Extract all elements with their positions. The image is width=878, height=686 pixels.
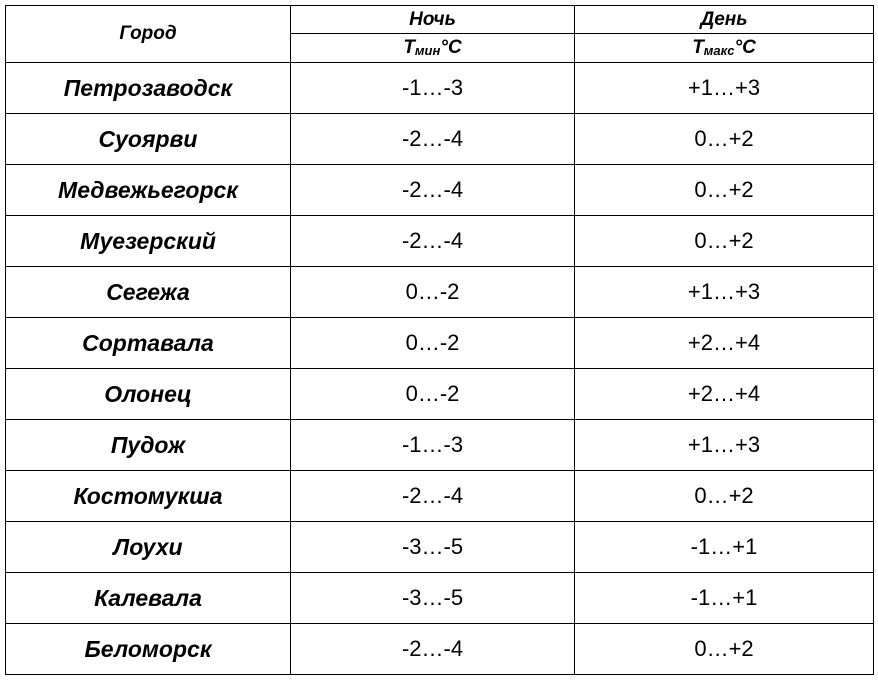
night-temp-subscript: мин [414, 43, 441, 58]
day-temp-cell: +1…+3 [575, 63, 874, 114]
table-row [6, 216, 874, 267]
day-temp-cell: 0…+2 [575, 624, 874, 675]
night-temp-unit: °С [440, 37, 462, 58]
table-row [6, 114, 874, 165]
city-cell: Петрозаводск [6, 63, 291, 114]
night-temp-cell: -1…-3 [291, 420, 575, 471]
night-temp-cell: -2…-4 [291, 471, 575, 522]
day-temp-cell: 0…+2 [575, 216, 874, 267]
table-row [6, 471, 874, 522]
night-temp-cell: -2…-4 [291, 114, 575, 165]
night-temp-cell: -2…-4 [291, 624, 575, 675]
day-temp-cell: -1…+1 [575, 573, 874, 624]
day-temp-subscript: макс [703, 43, 735, 58]
city-cell: Сегежа [6, 267, 291, 318]
city-cell: Олонец [6, 369, 291, 420]
city-cell: Беломорск [6, 624, 291, 675]
header-night: Ночь [291, 6, 575, 34]
night-temp-cell: -2…-4 [291, 165, 575, 216]
night-temp-cell: 0…-2 [291, 369, 575, 420]
table-row [6, 369, 874, 420]
night-temp-cell: -2…-4 [291, 216, 575, 267]
table-row [6, 573, 874, 624]
day-temp-cell: +2…+4 [575, 318, 874, 369]
header-day: День [575, 6, 874, 34]
day-temp-cell: +1…+3 [575, 420, 874, 471]
day-temp-cell: +1…+3 [575, 267, 874, 318]
forecast-table [5, 5, 874, 675]
table-row [6, 165, 874, 216]
night-temp-cell: -3…-5 [291, 522, 575, 573]
night-temp-cell: 0…-2 [291, 318, 575, 369]
table-row [6, 522, 874, 573]
night-temp-cell: -3…-5 [291, 573, 575, 624]
night-temp-cell: 0…-2 [291, 267, 575, 318]
city-cell: Сортавала [6, 318, 291, 369]
night-temp-symbol: Т [403, 37, 415, 58]
table-row [6, 63, 874, 114]
day-temp-cell: +2…+4 [575, 369, 874, 420]
city-cell: Пудож [6, 420, 291, 471]
city-cell: Костомукша [6, 471, 291, 522]
day-temp-cell: 0…+2 [575, 471, 874, 522]
city-cell: Лоухи [6, 522, 291, 573]
city-cell: Муезерский [6, 216, 291, 267]
table-row [6, 420, 874, 471]
header-day-temp [575, 34, 874, 63]
city-cell: Калевала [6, 573, 291, 624]
header-city: Город [6, 6, 291, 63]
day-temp-unit: °С [734, 37, 756, 58]
table-row [6, 267, 874, 318]
header-night-temp [291, 34, 575, 63]
table-row [6, 624, 874, 675]
city-cell: Суоярви [6, 114, 291, 165]
night-temp-cell: -1…-3 [291, 63, 575, 114]
table-row [6, 318, 874, 369]
city-cell: Медвежьегорск [6, 165, 291, 216]
day-temp-cell: 0…+2 [575, 165, 874, 216]
day-temp-cell: -1…+1 [575, 522, 874, 573]
day-temp-symbol: Т [692, 37, 704, 58]
day-temp-cell: 0…+2 [575, 114, 874, 165]
